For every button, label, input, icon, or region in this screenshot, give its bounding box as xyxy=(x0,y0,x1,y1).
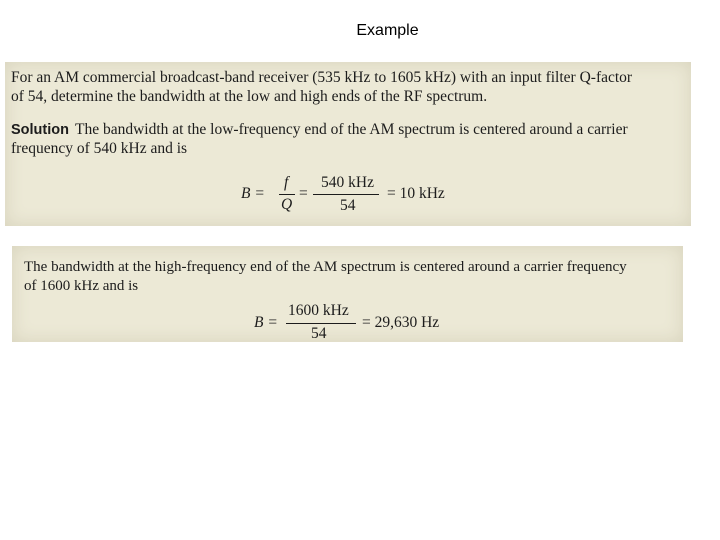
equation-result: = 10 kHz xyxy=(387,185,445,202)
fraction-bar xyxy=(286,323,356,324)
solution-line-1 xyxy=(11,120,628,140)
equation-result: = 29,630 Hz xyxy=(362,314,440,331)
fraction-symbol-denominator: Q xyxy=(281,196,293,213)
solution-label: Solution xyxy=(11,122,69,138)
scanned-excerpt-high-end xyxy=(12,246,683,342)
equation-low-end xyxy=(241,172,501,222)
scanned-excerpt-low-end xyxy=(5,62,691,226)
fraction-denominator: 54 xyxy=(311,325,327,342)
fraction-bar-symbol xyxy=(279,194,295,195)
fraction-bar xyxy=(313,194,379,195)
high-end-line-1: The bandwidth at the high-frequency end of the AM spectrum is centered around a carrier frequency xyxy=(24,259,627,275)
fraction-numerator: 1600 kHz xyxy=(288,302,349,319)
problem-line-2: of 54, determine the bandwidth at the low and high ends of the RF spectrum. xyxy=(11,88,488,105)
equation-equals: = xyxy=(299,185,308,202)
solution-line-2: frequency of 540 kHz and is xyxy=(11,140,188,157)
solution-text-1: The bandwidth at the low-frequency end of the AM spectrum is centered around a carrier xyxy=(75,121,628,138)
fraction-numerator: 540 kHz xyxy=(321,174,374,191)
high-end-line-2: of 1600 kHz and is xyxy=(24,278,139,294)
fraction-denominator: 54 xyxy=(340,197,356,214)
fraction-symbol-numerator: f xyxy=(284,174,289,191)
equation-high-end xyxy=(254,302,494,342)
problem-line-1: For an AM commercial broadcast-band receiver (535 kHz to 1605 kHz) with an input filter Q-factor xyxy=(11,69,633,86)
slide-title: Example xyxy=(356,22,419,39)
equation-lhs: B = xyxy=(254,314,278,331)
equation-lhs: B = xyxy=(241,185,265,202)
